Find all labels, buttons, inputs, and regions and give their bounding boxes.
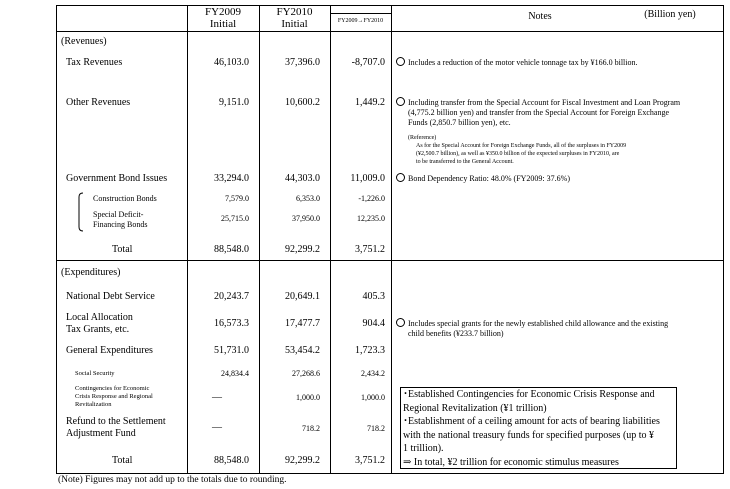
- cell-expenditure-total-fy2010: 92,299.2: [285, 455, 320, 466]
- table-top-border: [56, 5, 723, 6]
- cell-expenditure-total-fy2009: 88,548.0: [214, 455, 249, 466]
- row-label-expenditure-total: Total: [112, 455, 133, 466]
- cell-social-fy2009: 24,834.4: [221, 369, 249, 378]
- cell-social-diff: 2,434.2: [361, 369, 385, 378]
- cell-local-fy2010: 17,477.7: [285, 318, 320, 329]
- note-reference-line3: to be transferred to the General Account.: [416, 159, 514, 165]
- note-reference-line2: (¥2,500.7 billion), as well as ¥350.0 billion of the expected surpluses in FY2010, are: [416, 151, 620, 157]
- note-other-line3: Funds (2,850.7 billion yen), etc.: [408, 118, 511, 127]
- note-bond-dependency: [396, 173, 570, 184]
- right-border: [723, 5, 724, 474]
- section-revenues: (Revenues): [61, 36, 107, 47]
- cell-revenue-total-fy2009: 88,548.0: [214, 244, 249, 255]
- row-label-tax-revenues: Tax Revenues: [66, 57, 123, 68]
- special-deficit-line1: Special Deficit-: [93, 210, 144, 219]
- col-diff-left: [330, 5, 331, 474]
- local-allocation-line1: Local Allocation: [66, 312, 133, 323]
- box-line5: 1 trillion).: [403, 443, 444, 454]
- box-line2: Regional Revitalization (¥1 trillion): [403, 402, 547, 414]
- box-line4: with the national treasury funds for specified purposes (up to ¥: [403, 429, 655, 441]
- cell-local-fy2009: 16,573.3: [214, 318, 249, 329]
- row-label-general-expenditures: General Expenditures: [66, 345, 153, 356]
- cell-debt-diff: 405.3: [362, 291, 385, 302]
- cell-contingencies-diff: 1,000.0: [361, 393, 385, 402]
- note-tax-text: Includes a reduction of the motor vehicle tonnage tax by ¥166.0 billion.: [408, 58, 638, 67]
- cell-special-diff: 12,235.0: [357, 214, 385, 223]
- row-label-revenue-total: Total: [112, 244, 133, 255]
- cell-tax-diff: -8,707.0: [351, 57, 385, 68]
- cell-construction-diff: -1,226.0: [358, 194, 385, 203]
- circle-bullet-icon: [396, 97, 405, 106]
- box-line3: ･Establishment of a ceiling amount for acts of bearing liabilities: [403, 416, 660, 427]
- table-bottom-border: [56, 473, 723, 474]
- local-allocation-line2: Tax Grants, etc.: [66, 324, 130, 335]
- note-economic-stimulus-box: [400, 387, 677, 469]
- row-label-social-security: Social Security: [75, 370, 115, 377]
- circle-bullet-icon: [396, 173, 405, 182]
- note-other-line1: Including transfer from the Special Account for Fiscal Investment and Loan Program: [408, 98, 681, 107]
- cell-tax-fy2009: 46,103.0: [214, 57, 249, 68]
- col-notes-left: [391, 5, 392, 474]
- cell-special-fy2009: 25,715.0: [221, 214, 249, 223]
- cell-refund-fy2009: —: [212, 422, 222, 433]
- note-bond-text: Bond Dependency Ratio: 48.0% (FY2009: 37.6%): [408, 174, 570, 183]
- note-local-line2: child benefits (¥233.7 billion): [408, 329, 504, 338]
- col-fy2010-left: [259, 5, 260, 474]
- contingencies-line2: Crisis Response and Regional: [75, 393, 153, 400]
- note-reference: [408, 134, 626, 166]
- header-fy2009: [187, 6, 259, 30]
- refund-line1: Refund to the Settlement: [66, 416, 166, 427]
- note-other-line2: (4,775.2 billion yen) and transfer from the Special Account for Foreign Exchange: [408, 108, 670, 117]
- box-line1: ･Established Contingencies for Economic Crisis Response and: [403, 389, 655, 400]
- header-fy2009-year: FY2009: [204, 6, 242, 18]
- row-label-government-bond-issues: Government Bond Issues: [66, 173, 168, 184]
- circle-bullet-icon: [396, 57, 405, 66]
- header-unit: (Billion yen): [644, 9, 696, 20]
- refund-line2: Adjustment Fund: [66, 428, 136, 439]
- cell-refund-fy2010: 718.2: [302, 424, 320, 433]
- cell-other-diff: 1,449.2: [355, 97, 385, 108]
- cell-debt-fy2009: 20,243.7: [214, 291, 249, 302]
- header-fy2010-year: FY2010: [276, 6, 313, 18]
- header-fy2009-sub: Initial: [209, 18, 237, 30]
- cell-bond-fy2010: 44,303.0: [285, 173, 320, 184]
- note-reference-line1: As for the Special Account for Foreign Exchange Funds, all of the surpluses in FY2009: [416, 143, 627, 149]
- row-label-refund-settlement: [66, 416, 166, 440]
- cell-other-fy2009: 9,151.0: [219, 97, 249, 108]
- row-label-local-allocation: [66, 312, 133, 336]
- cell-debt-fy2010: 20,649.1: [285, 291, 320, 302]
- cell-general-fy2009: 51,731.0: [214, 345, 249, 356]
- note-local-line1: Includes special grants for the newly established child allowance and the existing: [408, 319, 669, 328]
- note-local-allocation: [396, 318, 668, 339]
- cell-construction-fy2010: 6,353.0: [296, 194, 320, 203]
- cell-other-fy2010: 10,600.2: [285, 97, 320, 108]
- cell-special-fy2010: 37,950.0: [292, 214, 320, 223]
- header-bottom-border: [56, 31, 723, 32]
- bond-bracket-icon: [76, 192, 84, 232]
- cell-bond-diff: 11,009.0: [350, 173, 385, 184]
- note-other-revenues: [396, 97, 680, 128]
- cell-contingencies-fy2010: 1,000.0: [296, 393, 320, 402]
- cell-contingencies-fy2009: —: [212, 392, 222, 403]
- cell-general-fy2010: 53,454.2: [285, 345, 320, 356]
- contingencies-line1: Contingencies for Economic: [75, 385, 150, 392]
- diff-header-divider: [330, 13, 391, 14]
- cell-general-diff: 1,723.3: [355, 345, 385, 356]
- header-notes: Notes: [528, 11, 552, 22]
- footnote: (Note) Figures may not add up to the totals due to rounding.: [58, 475, 287, 485]
- col-fy2009-left: [187, 5, 188, 474]
- header-fy2010-sub: Initial: [281, 18, 308, 30]
- cell-revenue-total-diff: 3,751.2: [355, 244, 385, 255]
- cell-expenditure-total-diff: 3,751.2: [355, 455, 385, 466]
- revenue-total-border: [56, 260, 723, 261]
- note-tax: [396, 57, 638, 68]
- header-diff: FY2009→FY2010: [337, 18, 384, 24]
- cell-refund-diff: 718.2: [367, 424, 385, 433]
- contingencies-line3: Revitalization: [75, 401, 112, 408]
- row-label-special-deficit-bonds: [93, 210, 147, 230]
- cell-bond-fy2009: 33,294.0: [214, 173, 249, 184]
- cell-social-fy2010: 27,268.6: [292, 369, 320, 378]
- circle-bullet-icon: [396, 318, 405, 327]
- row-label-national-debt-service: National Debt Service: [66, 291, 155, 302]
- left-border: [56, 5, 57, 474]
- row-label-contingencies: [75, 385, 153, 409]
- cell-tax-fy2010: 37,396.0: [285, 57, 320, 68]
- box-line6: ⇒ In total, ¥2 trillion for economic stimulus measures: [403, 456, 619, 468]
- row-label-construction-bonds: Construction Bonds: [93, 194, 157, 203]
- section-expenditures: (Expenditures): [61, 267, 121, 278]
- special-deficit-line2: Financing Bonds: [93, 220, 148, 229]
- cell-revenue-total-fy2010: 92,299.2: [285, 244, 320, 255]
- cell-local-diff: 904.4: [362, 318, 385, 329]
- note-reference-title: (Reference): [408, 135, 437, 141]
- header-fy2010: [259, 6, 330, 30]
- row-label-other-revenues: Other Revenues: [66, 97, 131, 108]
- cell-construction-fy2009: 7,579.0: [225, 194, 249, 203]
